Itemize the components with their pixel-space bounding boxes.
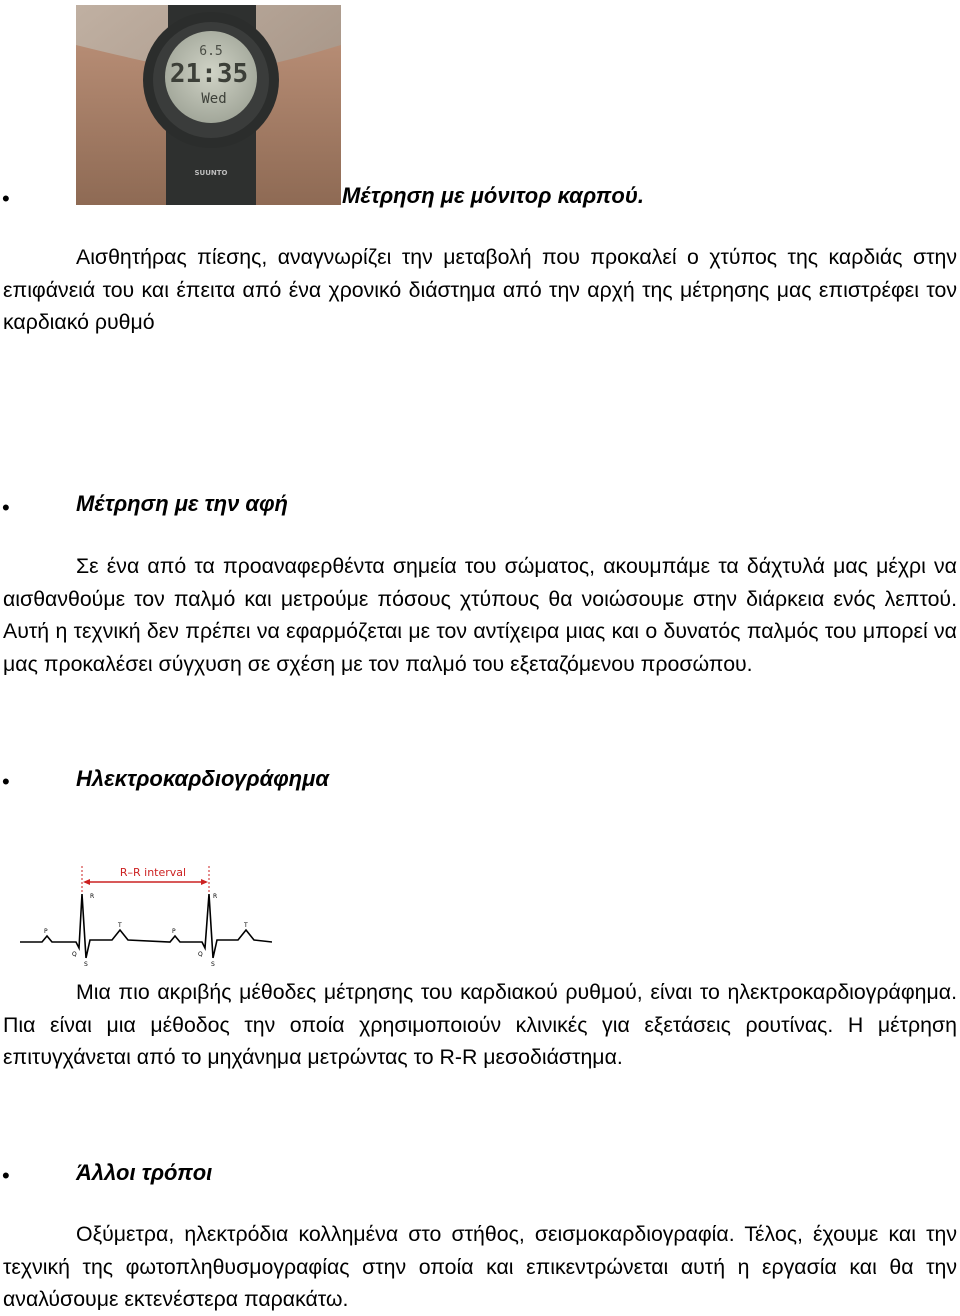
ecg-q-label-2: Q: [198, 951, 203, 958]
paragraph-wrist-monitor-text: Αισθητήρας πίεσης, αναγνωρίζει την μεταβολή που προκαλεί ο χτύπος της καρδιάς στην επιφάνειά του και έπειτα από ένα χρονικό διάστημα από την αρχή της μέτρησης μας επιστρέφει τον καρδιακό ρυθμό: [3, 245, 957, 334]
paragraph-ecg-text: Μια πιο ακριβής μέθοδες μέτρησης του καρδιακού ρυθμού, είναι το ηλεκτροκαρδιογράφημα. Πια είναι μια μέθοδος την οποία χρησιμοποιούν κλινικές για εξετάσεις ρουτίνας. Η μέτρηση επιτυγχάνεται από το μηχάνημα μετρώντας το R-R μεσοδιάστημα.: [3, 980, 957, 1069]
paragraph-touch: [3, 550, 957, 680]
ecg-r-label-2: R: [213, 893, 218, 900]
paragraph-touch-text: Σε ένα από τα προαναφερθέντα σημεία του σώματος, ακουμπάμε τα δάχτυλά μας μέχρι να αισθανθούμε τον παλμό και μετρούμε πόσους χτύπους θα νοιώσουμε στην διάρκεια ενός λεπτού. Αυτή η τεχνική δεν πρέπει να εφαρμόζεται με τον αντίχειρα μιας και ο δυνατός παλμός του μπορεί να μας προκαλέσει σύγχυση σε σχέση με τον παλμό του εξεταζόμενου προσώπου.: [3, 554, 957, 676]
ecg-t-label-2: T: [244, 922, 248, 929]
ecg-s-label-2: S: [211, 961, 215, 968]
ecg-t-label-1: T: [118, 922, 122, 929]
bullet-2: •: [2, 495, 10, 520]
ecg-r-label-1: R: [90, 893, 95, 900]
wrist-monitor-illustration: [76, 5, 341, 205]
ecg-waveform-illustration: [20, 860, 272, 968]
watch-top-readout: 6.5: [199, 44, 223, 59]
paragraph-other-methods: [3, 1218, 957, 1316]
ecg-p-label-1: P: [44, 928, 48, 935]
ecg-diagram: [20, 860, 272, 968]
ecg-s-label-1: S: [84, 961, 88, 968]
ecg-q-label-1: Q: [72, 951, 77, 958]
paragraph-ecg: [3, 976, 957, 1074]
paragraph-other-methods-text: Οξύμετρα, ηλεκτρόδια κολλημένα στο στήθος, σεισμοκαρδιογραφία. Τέλος, έχουμε και την τεχνική της φωτοπληθυσμογραφίας στην οποία και επικεντρώνεται αυτή η εργασία και θα την αναλύσουμε εκτενέστερα παρακάτω.: [3, 1222, 957, 1311]
wrist-monitor-photo: [76, 5, 341, 205]
ecg-p-label-2: P: [172, 928, 176, 935]
bullet-4: •: [2, 1163, 10, 1188]
watch-day-readout: Wed: [201, 91, 227, 107]
watch-brand-label: SUUNTO: [194, 169, 228, 177]
bullet-3: •: [2, 769, 10, 794]
watch-time-readout: 21:35: [169, 59, 249, 89]
bullet-1: •: [2, 186, 10, 211]
heading-ecg: Ηλεκτροκαρδιογράφημα: [76, 766, 330, 791]
paragraph-wrist-monitor: [3, 241, 957, 339]
heading-wrist-monitor: Μέτρηση με μόνιτορ καρπού.: [342, 183, 644, 208]
ecg-interval-label: R–R interval: [119, 866, 187, 879]
heading-other-methods: Άλλοι τρόποι: [76, 1160, 213, 1185]
heading-touch: Μέτρηση με την αφή: [76, 491, 288, 516]
